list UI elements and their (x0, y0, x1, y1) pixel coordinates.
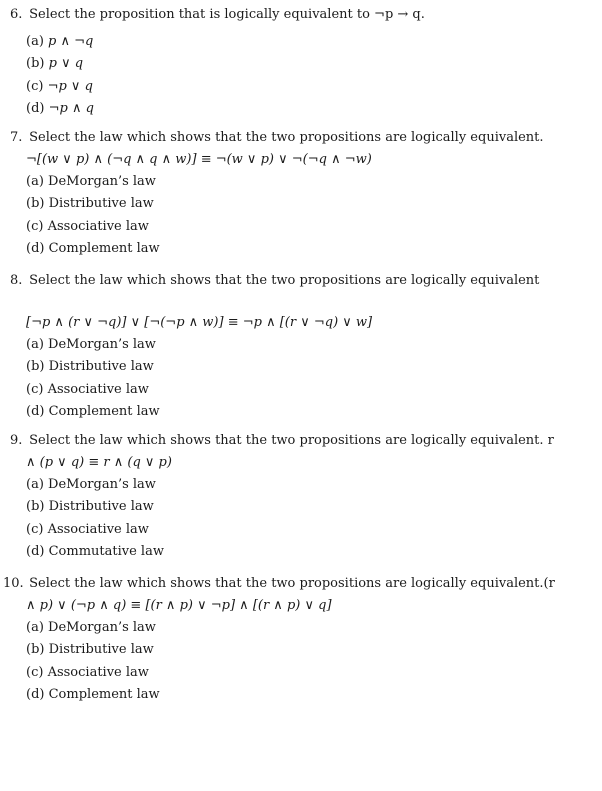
question-10 (3, 573, 595, 707)
option-a[interactable]: (a) DeMorgan’s law (26, 174, 156, 189)
question-number: 8. (10, 273, 23, 288)
question-7 (10, 127, 595, 261)
question-number: 6. (10, 7, 23, 22)
question-text: Select the law which shows that the two propositions are logically equivalent (29, 273, 540, 288)
question-stem (10, 270, 595, 292)
option-c[interactable]: (c) Associative law (26, 218, 149, 234)
option-d[interactable]: (d) Commutative law (26, 544, 164, 560)
option-b[interactable]: (b) Distributive law (26, 359, 154, 375)
option-d[interactable]: (d) ¬p ∧ q (26, 101, 94, 117)
option-b[interactable]: (b) Distributive law (26, 499, 154, 515)
question-number: 9. (10, 433, 23, 448)
question-8 (10, 270, 595, 424)
question-text: Select the law which shows that the two propositions are logically equivalent. (29, 130, 544, 145)
question-stem (10, 430, 595, 452)
question-formula: [¬p ∧ (r ∨ ¬q)] ∨ [¬(¬p ∧ w)] ≡ ¬p ∧ [(r ∨ ¬q) ∨ w] (26, 315, 373, 330)
question-number: 7. (10, 130, 23, 145)
option-c[interactable]: (c) Associative law (26, 521, 149, 537)
question-text: Select the proposition that is logically equivalent to ¬p → q. (29, 7, 425, 22)
question-9 (10, 430, 595, 564)
question-formula: ∧ p) ∨ (¬p ∧ q) ≡ [(r ∧ p) ∨ ¬p] ∧ [(r ∧ p) ∨ q] (26, 598, 332, 613)
question-text: Select the law which shows that the two propositions are logically equivalent.(r (29, 576, 555, 591)
question-formula: ∧ (p ∨ q) ≡ r ∧ (q ∨ p) (26, 455, 172, 470)
option-a[interactable]: (a) DeMorgan’s law (26, 337, 156, 352)
option-d[interactable]: (d) Complement law (26, 687, 160, 703)
question-stem (3, 573, 595, 595)
option-a[interactable]: (a) DeMorgan’s law (26, 620, 156, 635)
option-c[interactable]: (c) Associative law (26, 664, 149, 680)
option-d[interactable]: (d) Complement law (26, 241, 160, 257)
question-6 (10, 4, 595, 121)
option-b[interactable]: (b) Distributive law (26, 196, 154, 212)
question-formula: ¬[(w ∨ p) ∧ (¬q ∧ q ∧ w)] ≡ ¬(w ∨ p) ∨ ¬(¬q ∧ ¬w) (26, 152, 372, 167)
option-b[interactable]: (b) Distributive law (26, 642, 154, 658)
option-b[interactable]: (b) p ∨ q (26, 56, 84, 72)
question-number: 10. (3, 576, 24, 591)
option-a[interactable]: (a) DeMorgan’s law (26, 477, 156, 492)
option-c[interactable]: (c) ¬p ∨ q (26, 78, 93, 94)
option-c[interactable]: (c) Associative law (26, 381, 149, 397)
question-stem (10, 127, 595, 149)
question-stem (10, 4, 595, 26)
option-a[interactable]: (a) p ∧ ¬q (26, 34, 94, 49)
question-text: Select the law which shows that the two propositions are logically equivalent. r (29, 433, 554, 448)
option-d[interactable]: (d) Complement law (26, 404, 160, 420)
